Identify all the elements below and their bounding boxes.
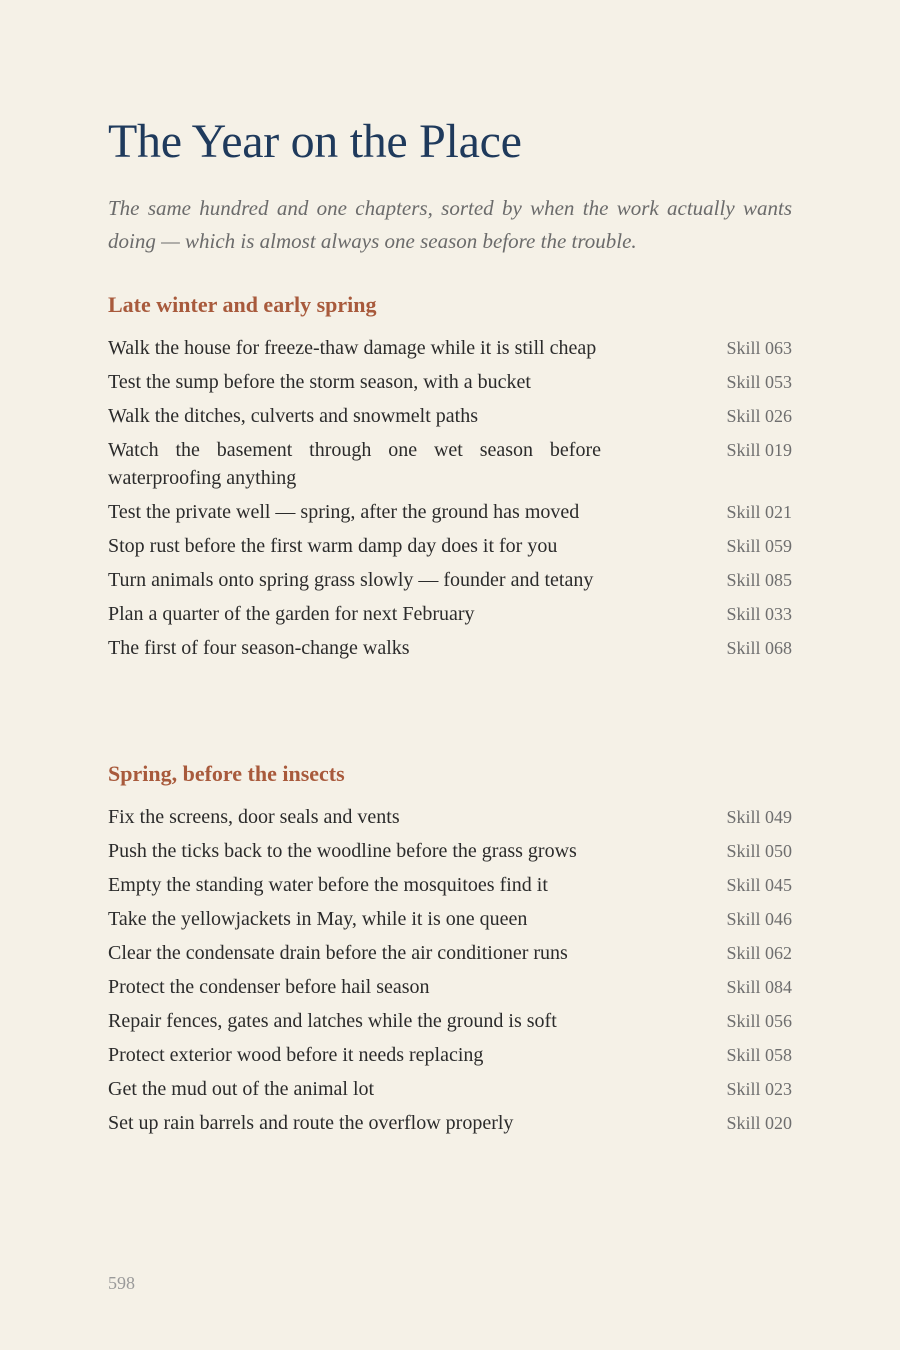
skill-reference: Skill 021 <box>726 502 792 522</box>
entry-title: Push the ticks back to the woodline before the grass grows <box>108 840 577 862</box>
skill-reference: Skill 085 <box>726 570 792 590</box>
entry-title: Turn animals onto spring grass slowly — founder and tetany <box>108 569 594 591</box>
skill-reference: Skill 033 <box>726 604 792 624</box>
entry-title: Get the mud out of the animal lot <box>108 1078 375 1100</box>
list-item <box>108 837 792 865</box>
list-item <box>108 871 792 899</box>
page-subtitle: The same hundred and one chapters, sorted by when the work actually wants doing — which is almost always one season before the trouble. <box>108 196 792 253</box>
entry-title: Test the sump before the storm season, with a bucket <box>108 371 531 393</box>
section-spring <box>108 761 792 1143</box>
skill-reference: Skill 068 <box>726 638 792 658</box>
entry-title: Fix the screens, door seals and vents <box>108 806 400 828</box>
skill-reference: Skill 084 <box>726 977 792 997</box>
list-item <box>108 1041 792 1069</box>
entry-title: Watch the basement through one wet season before waterproofing anything <box>108 439 601 489</box>
entry-title: Protect exterior wood before it needs replacing <box>108 1044 484 1066</box>
list-item <box>108 634 792 662</box>
list-item <box>108 803 792 831</box>
section-late-winter <box>108 292 792 668</box>
list-item <box>108 973 792 1001</box>
list-item <box>108 1075 792 1103</box>
skill-reference: Skill 056 <box>726 1011 792 1031</box>
list-item <box>108 600 792 628</box>
entry-title: Empty the standing water before the mosquitoes find it <box>108 874 548 896</box>
list-item <box>108 402 792 430</box>
entry-title: Repair fences, gates and latches while the ground is soft <box>108 1010 557 1032</box>
list-item <box>108 334 792 362</box>
skill-reference: Skill 045 <box>726 875 792 895</box>
entry-list <box>108 334 792 662</box>
list-item <box>108 566 792 594</box>
entry-list <box>108 803 792 1137</box>
list-item <box>108 939 792 967</box>
skill-reference: Skill 059 <box>726 536 792 556</box>
list-item <box>108 436 792 492</box>
list-item <box>108 368 792 396</box>
entry-title: Walk the house for freeze-thaw damage while it is still cheap <box>108 337 597 359</box>
entry-title: Test the private well — spring, after the ground has moved <box>108 501 580 523</box>
skill-reference: Skill 019 <box>726 440 792 460</box>
skill-reference: Skill 062 <box>726 943 792 963</box>
entry-title: Stop rust before the first warm damp day does it for you <box>108 535 558 557</box>
entry-title: Set up rain barrels and route the overflow properly <box>108 1112 514 1134</box>
skill-reference: Skill 020 <box>726 1113 792 1133</box>
skill-reference: Skill 063 <box>726 338 792 358</box>
skill-reference: Skill 049 <box>726 807 792 827</box>
entry-title: Clear the condensate drain before the air conditioner runs <box>108 942 568 964</box>
entry-title: Walk the ditches, culverts and snowmelt paths <box>108 405 478 427</box>
skill-reference: Skill 053 <box>726 372 792 392</box>
list-item <box>108 1109 792 1137</box>
skill-reference: Skill 023 <box>726 1079 792 1099</box>
list-item <box>108 1007 792 1035</box>
list-item <box>108 905 792 933</box>
list-item <box>108 532 792 560</box>
section-heading: Late winter and early spring <box>108 292 377 317</box>
section-heading: Spring, before the insects <box>108 761 345 786</box>
skill-reference: Skill 046 <box>726 909 792 929</box>
skill-reference: Skill 026 <box>726 406 792 426</box>
entry-title: Take the yellowjackets in May, while it is one queen <box>108 908 528 930</box>
skill-reference: Skill 058 <box>726 1045 792 1065</box>
page-number: 598 <box>108 1273 135 1293</box>
entry-title: Plan a quarter of the garden for next February <box>108 603 475 625</box>
entry-title: Protect the condenser before hail season <box>108 976 430 998</box>
skill-reference: Skill 050 <box>726 841 792 861</box>
entry-title: The first of four season-change walks <box>108 637 410 659</box>
list-item <box>108 498 792 526</box>
page-title: The Year on the Place <box>108 115 522 168</box>
